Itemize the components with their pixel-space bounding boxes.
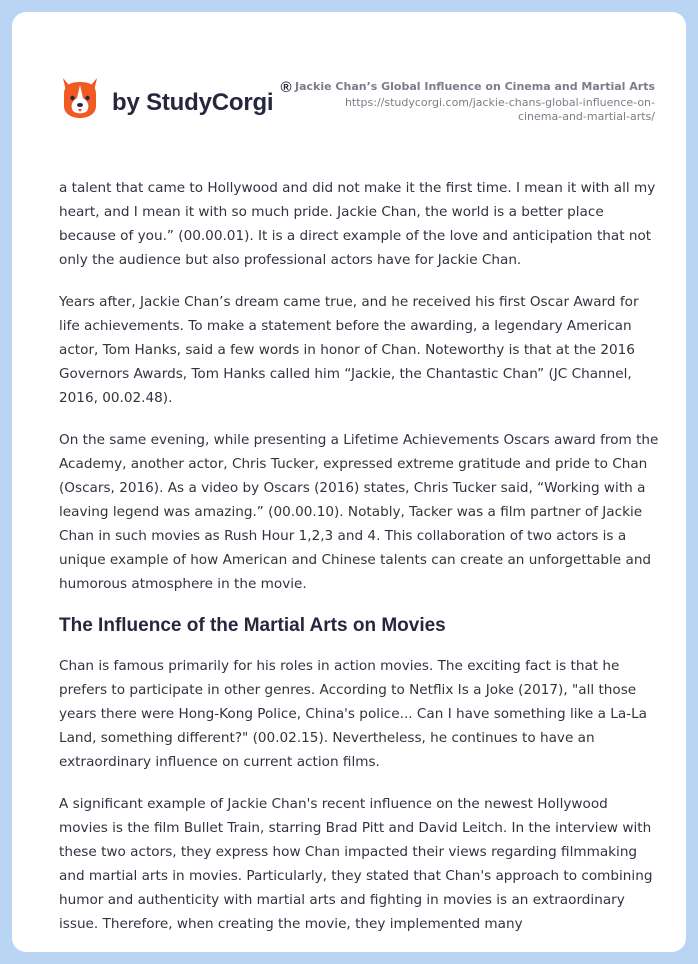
paragraph: Years after, Jackie Chan’s dream came true, and he received his first Oscar Award for life achievements. To make a statement before the awarding, a legendary American actor, Tom Hanks, said a few words in honor of Chan. Noteworthy is that at the 2016 Governors Awards, Tom Hanks called him “Jackie, the Chantastic Chan” (JC Channel, 2016, 00.02.48).	[59, 294, 639, 406]
document-page	[12, 12, 686, 952]
page-header	[12, 12, 686, 152]
document-meta	[295, 80, 655, 124]
section-heading: The Influence of the Martial Arts on Movies	[59, 615, 446, 636]
paragraph: a talent that came to Hollywood and did not make it the first time. I mean it with all my heart, and I mean it with so much pride. Jackie Chan, the world is a better place because of you.” (00.00.01). It is a direct example of the love and anticipation that not only the audience but also professional actors have for Jackie Chan.	[59, 180, 656, 268]
paragraph: Chan is famous primarily for his roles in action movies. The exciting fact is that he prefers to participate in other genres. According to Netflix Is a Joke (2017), "all those years there were Hong-Kong Police, China's police... Can I have something like a La-La Land, something different?" (00.02.15). Nevertheless, he continues to have an extraordinary influence on current action films.	[59, 658, 647, 770]
corgi-icon	[60, 76, 100, 120]
article-body	[59, 176, 659, 952]
brand-name: by StudyCorgi ®	[112, 79, 292, 116]
paragraph: On the same evening, while presenting a Lifetime Achievements Oscars award from the Academy, another actor, Chris Tucker, expressed extreme gratitude and pride to Chan (Oscars, 2016). As a video by Oscars (2016) states, Chris Tucker said, “Working with a leaving legend was amazing.” (00.00.10). Notably, Tacker was a film partner of Jackie Chan in such movies as Rush Hour 1,2,3 and 4. This collaboration of two actors is a unique example of how American and Chinese talents can create an unforgettable and humorous atmosphere in the movie.	[59, 432, 659, 592]
paragraph: A significant example of Jackie Chan's recent influence on the newest Hollywood movies is the film Bullet Train, starring Brad Pitt and David Leitch. In the interview with these two actors, they express how Chan impacted their views regarding filmmaking and martial arts in movies. Particularly, they stated that Chan's approach to combining humor and authenticity with martial arts and fighting in movies is an extraordinary issue. Therefore, when creating the movie, they implemented many	[59, 796, 653, 932]
registered-mark: ®	[280, 79, 292, 96]
document-title: Jackie Chan’s Global Influence on Cinema and Martial Arts	[295, 80, 656, 93]
document-url[interactable]: https://studycorgi.com/jackie-chans-global-influence-on- cinema-and-martial-arts/	[344, 96, 655, 123]
studycorgi-logo[interactable]	[60, 76, 292, 120]
